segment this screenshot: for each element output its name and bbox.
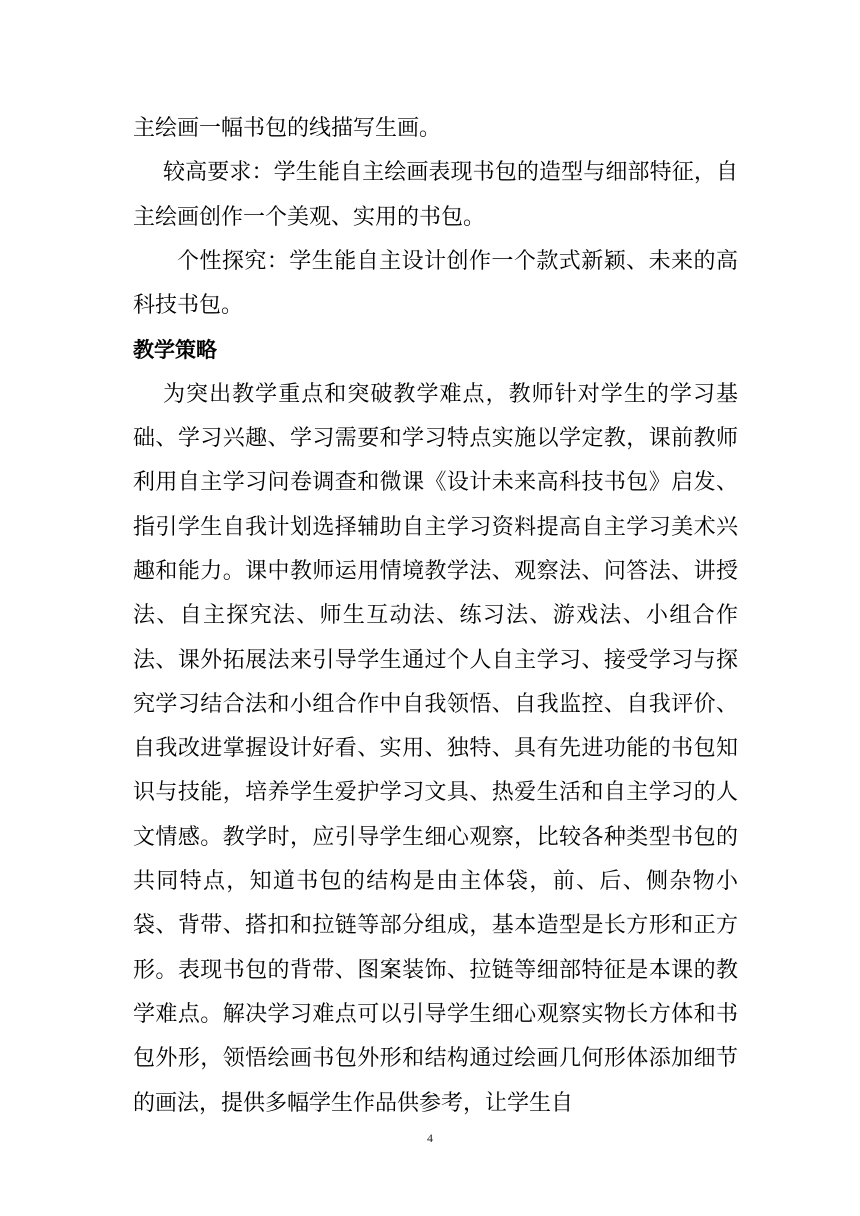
paragraph-teaching-strategy: 为突出教学重点和突破教学难点，教师针对学生的学习基础、学习兴趣、学习需要和学习特点实施以学定教，课前教师利用自主学习问卷调查和微课《设计未来高科技书包》启发、指引学生自我计划选择辅助自主学习资料提高自主学习美术兴趣和能力。课中教师运用情境教学法、观察法、问答法、讲授法、自主探究法、师生互动法、练习法、游戏法、小组合作法、课外拓展法来引导学生通过个人自主学习、接受学习与探究学习结合法和小组合作中自我领悟、自我监控、自我评价、自我改进掌握设计好看、实用、独特、具有先进功能的书包知识与技能，培养学生爱护学习文具、热爱生活和自主学习的人文情感。教学时，应引导学生细心观察，比较各种类型书包的共同特点，知道书包的结构是由主体袋，前、后、侧杂物小袋、背带、搭扣和拉链等部分组成，基本造型是长方形和正方形。表现书包的背带、图案装饰、拉链等细部特征是本课的教学难点。解决学习难点可以引导学生细心观察实物长方体和书包外形，领悟绘画书包外形和结构通过绘画几何形体添加细节的画法，提供多幅学生作品供参考，让学生自 — [133, 381, 738, 1116]
section-heading: 教学策略 — [133, 338, 217, 363]
document-body — [133, 107, 738, 1126]
page-number: 4 — [427, 1131, 433, 1145]
paragraph-higher-requirement: 较高要求：学生能自主绘画表现书包的造型与细部特征，自主绘画创作一个美观、实用的书包。 — [133, 160, 738, 230]
paragraph-continuation: 主绘画一幅书包的线描写生画。 — [133, 116, 442, 141]
paragraph-individual-exploration: 个性探究：学生能自主设计创作一个款式新颖、未来的高科技书包。 — [133, 248, 738, 319]
